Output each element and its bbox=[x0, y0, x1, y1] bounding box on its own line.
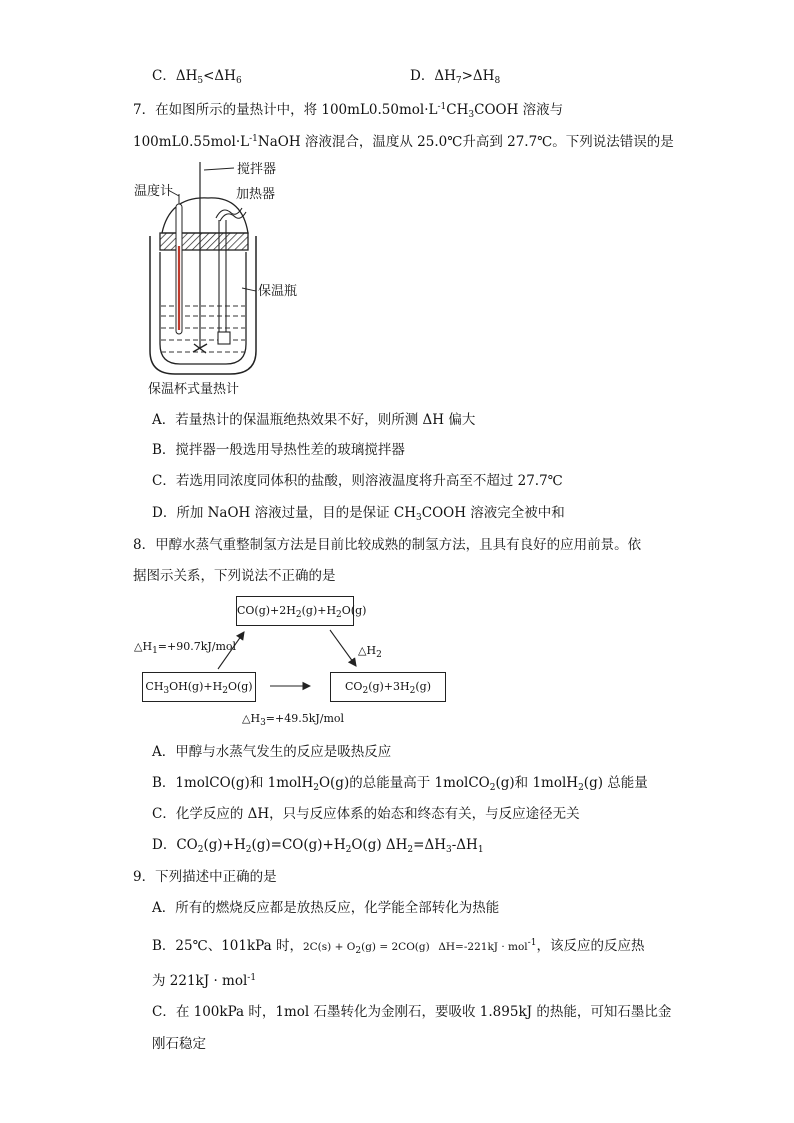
left-box-ch3oh-h2o: $CH_3OH(g)+H_2O(g)$ bbox=[142, 672, 256, 702]
dh1-label: $\triangle H_1=+90.7kJ$/mol bbox=[134, 640, 237, 656]
q7-option-a: A．若量热计的保温瓶绝热效果不好，则所测 ΔH 偏大 bbox=[152, 412, 476, 428]
flask-label: 保温瓶 bbox=[258, 284, 298, 299]
q8-option-d: D．$CO_2(g)+H_2(g)=CO(g)+H_2O(g)$ $\Delta H_2=\Delta H_3-\Delta H_1$ bbox=[152, 837, 484, 855]
q7-option-c: C．若选用同浓度同体积的盐酸，则溶液温度将升高至不超过 27.7℃ bbox=[152, 473, 563, 489]
q8-option-c: C．化学反应的 ΔH，只与反应体系的始态和终态有关，与反应途径无关 bbox=[152, 806, 580, 822]
dome-lid bbox=[162, 198, 248, 233]
q9-option-b-cont: 为 221kJ · mol$^{-1}$ bbox=[152, 973, 257, 989]
q8-option-b: B．1molCO(g)和 1molH$_2$O(g)的总能量高于 1molCO$_2$(g)和 1molH$_2$(g) 总能量 bbox=[152, 775, 648, 793]
q8-stem-line1: 8．甲醇水蒸气重整制氢方法是目前比较成熟的制氢方法，且具有良好的应用前景。依 bbox=[133, 537, 642, 553]
dh3-label: $\triangle H_3=+49.5kJ$/mol bbox=[242, 712, 345, 728]
heater-label: 加热器 bbox=[236, 187, 276, 202]
q9-stem: 9．下列描述中正确的是 bbox=[133, 869, 277, 885]
q8-stem-line2: 据图示关系，下列说法不正确的是 bbox=[133, 568, 336, 584]
inner-vessel bbox=[160, 252, 246, 364]
q7-option-b: B．搅拌器一般选用导热性差的玻璃搅拌器 bbox=[152, 442, 405, 458]
q9-option-c-line1: C．在 100kPa 时，1mol 石墨转化为金刚石，要吸收 1.895kJ 的热能，可知石墨比金 bbox=[152, 1004, 672, 1020]
q6-option-c: C．$\Delta H_5<\Delta H_6$ bbox=[152, 68, 242, 86]
heater-element-icon bbox=[218, 332, 230, 344]
stirrer-label: 搅拌器 bbox=[237, 162, 277, 177]
thermometer-label: 温度计 bbox=[134, 184, 174, 199]
q9-option-a: A．所有的燃烧反应都是放热反应，化学能全部转化为热能 bbox=[152, 900, 500, 916]
q7-stem-line2: $100mL0.55mol\cdot L^{-1}NaOH$ 溶液混合，温度从 25.0℃升高到 27.7℃。下列说法错误的是 bbox=[133, 134, 674, 150]
calorimeter-figure bbox=[130, 156, 320, 401]
top-box-co-h2-h2o: $CO(g)+2H_2(g)+H_2O(g)$ bbox=[236, 596, 354, 626]
q9-option-b: B．25℃、101kPa 时，$2C(s) + O_2(g) = 2CO(g) \Delta H=-221kJ \cdot mol^{-1}$，该反应的反应热 bbox=[152, 938, 645, 956]
dh2-label: $\triangle H_2$ bbox=[358, 644, 382, 660]
outer-flask bbox=[150, 236, 256, 374]
figure-caption: 保温杯式量热计 bbox=[148, 382, 240, 397]
hess-diagram bbox=[130, 594, 460, 730]
q7-option-d: D．所加 NaOH 溶液过量，目的是保证 $CH_3COOH$ 溶液完全被中和 bbox=[152, 505, 565, 523]
q6-option-d: D．$\Delta H_7>\Delta H_8$ bbox=[410, 68, 501, 86]
arrow-dh2 bbox=[330, 630, 356, 666]
q7-stem-line1: 7．在如图所示的量热计中，将 $100mL0.50mol\cdot L^{-1}CH_3COOH$ 溶液与 bbox=[133, 102, 564, 120]
right-box-co2-h2: $CO_2(g)+3H_2(g)$ bbox=[330, 672, 446, 702]
hatched-lid bbox=[160, 233, 248, 250]
q8-option-a: A．甲醇与水蒸气发生的反应是吸热反应 bbox=[152, 744, 392, 760]
q9-option-c-line2: 刚石稳定 bbox=[152, 1036, 206, 1052]
